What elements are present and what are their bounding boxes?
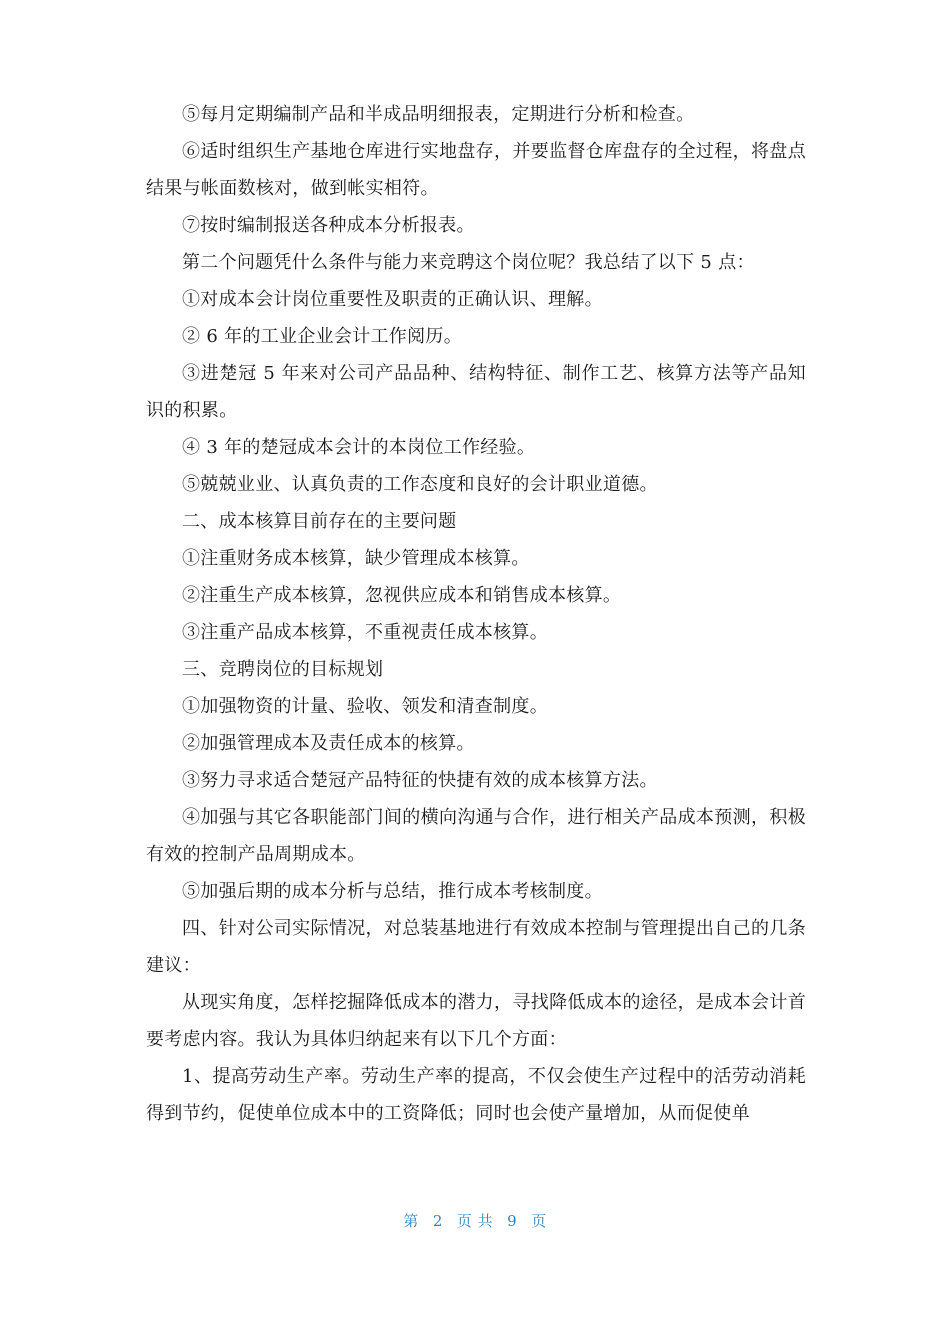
paragraph: ⑤加强后期的成本分析与总结，推行成本考核制度。 <box>182 881 603 902</box>
paragraph: ⑥适时组织生产基地仓库进行实地盘存，并要监督仓库盘存的全过程，将盘点结果与帐面数核对，做到帐实相符。 <box>146 141 806 199</box>
paragraph: ①对成本会计岗位重要性及职责的正确认识、理解。 <box>182 289 603 310</box>
footer-label-page: 第 <box>403 1212 419 1230</box>
paragraph: ③努力寻求适合楚冠产品特征的快捷有效的成本核算方法。 <box>182 770 658 791</box>
paragraph: 第二个问题凭什么条件与能力来竞聘这个岗位呢？我总结了以下 5 点： <box>182 252 755 273</box>
total-pages-number: 9 <box>507 1212 518 1230</box>
paragraph: ⑤兢兢业业、认真负责的工作态度和良好的会计职业道德。 <box>182 474 658 495</box>
paragraph: ③注重产品成本核算，不重视责任成本核算。 <box>182 622 548 643</box>
paragraph: ⑦按时编制报送各种成本分析报表。 <box>182 215 475 236</box>
footer-label-of: 页 共 <box>456 1212 494 1230</box>
paragraph: 1、提高劳动生产率。劳动生产率的提高，不仅会使生产过程中的活劳动消耗得到节约，促使单位成本中的工资降低；同时也会使产量增加，从而促使单 <box>146 1066 806 1124</box>
section-heading: 四、针对公司实际情况，对总装基地进行有效成本控制与管理提出自己的几条建议： <box>146 918 806 976</box>
paragraph: 从现实角度，怎样挖掘降低成本的潜力，寻找降低成本的途径，是成本会计首要考虑内容。我认为具体归纳起来有以下几个方面： <box>146 992 806 1050</box>
footer-label-end: 页 <box>531 1212 547 1230</box>
section-heading: 三、竞聘岗位的目标规划 <box>182 659 384 680</box>
paragraph: ②注重生产成本核算，忽视供应成本和销售成本核算。 <box>182 585 622 606</box>
page-footer <box>0 1210 950 1231</box>
paragraph: ③进楚冠 5 年来对公司产品品种、结构特征、制作工艺、核算方法等产品知识的积累。 <box>146 363 806 421</box>
section-heading: 二、成本核算目前存在的主要问题 <box>182 511 457 532</box>
current-page-number: 2 <box>432 1212 443 1230</box>
paragraph: ④ 3 年的楚冠成本会计的本岗位工作经验。 <box>182 437 536 458</box>
paragraph: ②加强管理成本及责任成本的核算。 <box>182 733 475 754</box>
paragraph: ④加强与其它各职能部门间的横向沟通与合作，进行相关产品成本预测，积极有效的控制产品周期成本。 <box>146 807 806 865</box>
paragraph: ①加强物资的计量、验收、领发和清查制度。 <box>182 696 548 717</box>
paragraph: ①注重财务成本核算，缺少管理成本核算。 <box>182 548 530 569</box>
document-body <box>146 96 806 1132</box>
paragraph: ⑤每月定期编制产品和半成品明细报表，定期进行分析和检查。 <box>182 104 695 125</box>
paragraph: ② 6 年的工业企业会计工作阅历。 <box>182 326 462 347</box>
